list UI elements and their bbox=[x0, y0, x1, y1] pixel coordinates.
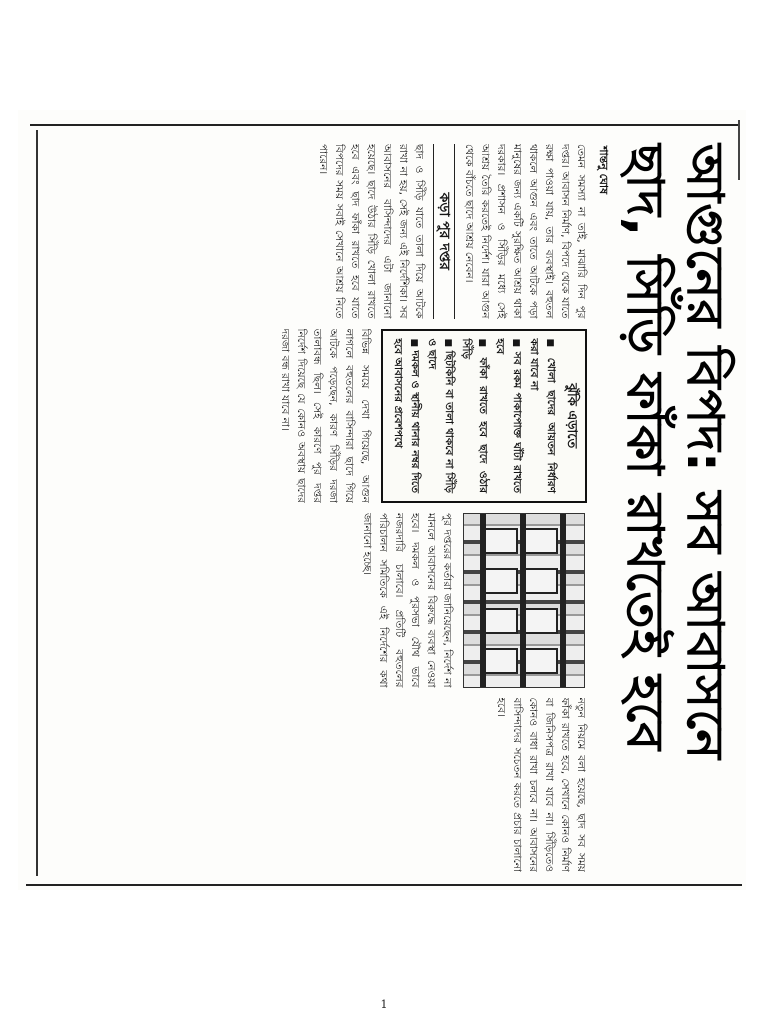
column-text: বিভিন্ন সময়ে দেখা গিয়েছে, আগুন লাগলে বহুতলের বাসিন্দারা ছাদে গিয়ে আটকে পড়েছেন, কারণ সিঁড়ির দরজা তালাবন্ধ ছিল। সেই কারণে পুর দপ্তর নির্দেশ দিয়েছে যে কোনও অবস্থায় ছাদের দরজা বন্ধ রাখা যাবে না। bbox=[279, 328, 371, 503]
byline: শান্তনু ঘোষ bbox=[597, 146, 610, 195]
article-columns bbox=[69, 138, 589, 878]
building-photo bbox=[463, 513, 585, 688]
info-box bbox=[381, 329, 587, 504]
newspaper-article bbox=[44, 138, 734, 878]
column-text: ছাদ ও সিঁড়ি যাতে তালা দিয়ে আটকে রাখা না হয়, সেই জন্য এই নির্দেশিকা। সব আবাসনের বাসিন্দাদের এটা জানানো হয়েছে। ছাদে উঠার সিঁড়ি খোলা রাখতে হবে এবং ছাদ ফাঁকা রাখতে হবে যাতে বিপদের সময় সবাই সেখানে আশ্রয় নিতে পারেন। bbox=[317, 144, 425, 319]
page-number: 1 bbox=[380, 998, 388, 1011]
headline-line-1: আগুনের বিপদ: সব আবাসনে bbox=[676, 144, 734, 761]
subheading: কড়া পুর দপ্তর bbox=[433, 144, 455, 319]
info-box-item: ■ ছিটকিনি বা তালা থাকবে না সিঁড়ি ও ছাদে bbox=[424, 339, 457, 494]
info-box-title: ঝুঁকি এড়াতে bbox=[564, 383, 579, 449]
headline-line-2: ছাদ, সিঁড়ি ফাঁকা রাখতেই হবে bbox=[616, 144, 674, 752]
page-border-right bbox=[738, 120, 740, 180]
column-text: নতুন নিয়মে বলা হয়েছে, ছাদ সব সময় ফাঁকা রাখতে হবে, সেখানে কোনও নির্মাণ বা জিনিসপত্র রাখা যাবে না। সিঁড়িতেও কোনও বাধা রাখা চলবে না। আবাসনের বাসিন্দাদের সচেতন করতে প্রচার চালানো হবে। bbox=[495, 697, 587, 872]
info-box-item: ■ ফাঁকা রাখতে হবে ছাদে ওঠার সিঁড়ি bbox=[458, 339, 491, 494]
column-text: পুর দপ্তরের কর্তারা জানিয়েছেন, নির্দেশ না মানলে আবাসনের বিরুদ্ধে ব্যবস্থা নেওয়া হবে। দমকল ও পুরসভা যৌথ ভাবে নজরদারি চালাবে। প্রতিটি বহুতলের পরিচালন সমিতিকে এই নির্দেশের কথা জানানো হচ্ছে। bbox=[361, 513, 453, 688]
column-text: তেমন সমস্যা না তাই, মাঝারি দিন পুর দপ্তর। আবাসন নির্মাণ, বিপদে থেকে যাতে রক্ষা পাওয়া যায়, তার ব্যবস্থাই। বহুতল থাকলে আগুন এবং তাতে আটকে পড়া মানুষের জন্য একটি সুরক্ষিত আশ্রয় থাকা দরকার। প্রশাসন ও সিঁড়ির মধ্যে সেই আশ্রয় তৈরি করতেই নির্দেশ। যারা আগুন থেকে বাঁচতে ছাদে আশ্রয় নেবেন। bbox=[463, 144, 587, 319]
article-column-2 bbox=[69, 329, 589, 504]
info-box-item: ■ দমকল ও স্থানীয় থানার নম্বর দিতে হবে আবাসনের প্রবেশপথে bbox=[390, 339, 423, 494]
page-border-top bbox=[30, 124, 740, 126]
page-border-bottom bbox=[26, 884, 742, 886]
article-column-3 bbox=[69, 513, 589, 688]
info-box-item: ■ খোলা ছাদের আয়তন নির্ধারণ করা যাবে না bbox=[526, 339, 559, 494]
article-column-1 bbox=[69, 144, 589, 319]
article-column-4 bbox=[69, 698, 589, 873]
page-border-left bbox=[36, 130, 38, 876]
info-box-item: ■ সব রকম পাকাপোক্ত ঘাঁটা রাখতে হবে bbox=[492, 339, 525, 494]
